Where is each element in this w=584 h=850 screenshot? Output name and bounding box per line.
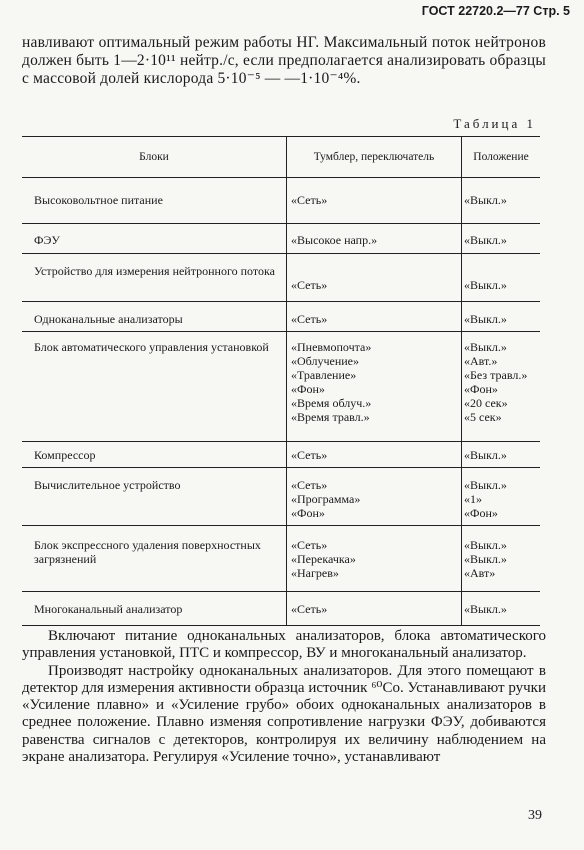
block-cell: Одноканальные анализаторы bbox=[22, 302, 287, 332]
table-row bbox=[22, 442, 540, 468]
body-paragraph: Включают питание одноканальных анализаторов, блока автоматического управления установкой, ПТС и компрессор, ВУ и многоканальный анализатор. bbox=[22, 628, 546, 662]
position-cell: «Выкл.» bbox=[462, 254, 541, 302]
table-row bbox=[22, 178, 540, 224]
switch-cell: «Пневмопочта» «Облучение» «Травление» «Фон» «Время облуч.» «Время травл.» bbox=[287, 332, 462, 442]
block-cell: Высоковольтное питание bbox=[22, 178, 287, 224]
header-switches: Тумблер, переключатель bbox=[287, 137, 462, 178]
header-blocks: Блоки bbox=[22, 137, 287, 178]
table-row bbox=[22, 526, 540, 592]
header-position: Положение bbox=[462, 137, 541, 178]
page-header: ГОСТ 22720.2—77 Стр. 5 bbox=[421, 4, 570, 18]
table-label: Таблица 1 bbox=[453, 116, 536, 131]
switch-cell: «Сеть» bbox=[287, 592, 462, 626]
position-cell: «Выкл.» «1» «Фон» bbox=[462, 468, 541, 526]
body-text bbox=[22, 628, 546, 766]
position-cell: «Выкл.» bbox=[462, 224, 541, 254]
block-cell: ФЭУ bbox=[22, 224, 287, 254]
position-cell: «Выкл.» bbox=[462, 442, 541, 468]
switch-cell: «Сеть» bbox=[287, 254, 462, 302]
position-cell: «Выкл.» «Выкл.» «Авт» bbox=[462, 526, 541, 592]
position-cell: «Выкл.» bbox=[462, 178, 541, 224]
block-cell: Вычислительное устройство bbox=[22, 468, 287, 526]
switch-table bbox=[22, 136, 540, 626]
switch-cell: «Сеть» «Перекачка» «Нагрев» bbox=[287, 526, 462, 592]
block-cell: Устройство для измерения нейтронного потока bbox=[22, 254, 287, 302]
table-row bbox=[22, 224, 540, 254]
page-number: 39 bbox=[528, 808, 542, 823]
switch-cell: «Сеть» bbox=[287, 178, 462, 224]
block-cell: Многоканальный анализатор bbox=[22, 592, 287, 626]
position-cell: «Выкл.» «Авт.» «Без травл.» «Фон» «20 сек» «5 сек» bbox=[462, 332, 541, 442]
block-cell: Компрессор bbox=[22, 442, 287, 468]
switch-cell: «Сеть» «Программа» «Фон» bbox=[287, 468, 462, 526]
position-cell: «Выкл.» bbox=[462, 592, 541, 626]
table-row bbox=[22, 468, 540, 526]
intro-paragraph: навливают оптимальный режим работы НГ. Максимальный поток нейтронов должен быть 1—2·10¹¹ нейтр./с, если предполагается анализировать образцы с массовой долей кислорода 5·10⁻⁵ — —1·10⁻⁴%. bbox=[22, 34, 546, 87]
table-row bbox=[22, 332, 540, 442]
switch-cell: «Сеть» bbox=[287, 442, 462, 468]
block-cell: Блок автоматического управления установкой bbox=[22, 332, 287, 442]
block-cell: Блок экспрессного удаления поверхностных загрязнений bbox=[22, 526, 287, 592]
switch-cell: «Сеть» bbox=[287, 302, 462, 332]
table-row bbox=[22, 254, 540, 302]
switch-cell: «Высокое напр.» bbox=[287, 224, 462, 254]
table-row bbox=[22, 302, 540, 332]
position-cell: «Выкл.» bbox=[462, 302, 541, 332]
table-row bbox=[22, 592, 540, 626]
body-paragraph: Производят настройку одноканальных анализаторов. Для этого помещают в детектор для измерения активности образца источник ⁶⁰Co. Устанавливают ручки «Усиление плавно» и «Усиление грубо» обоих одноканальных анализаторов в среднее положение. Плавно изменяя сопротивление нагрузки ФЭУ, добиваются равенства сигналов с детекторов, контролируя их величину наблюдением на экране анализатора. Регулируя «Усиление точно», устанавливают bbox=[22, 662, 546, 766]
